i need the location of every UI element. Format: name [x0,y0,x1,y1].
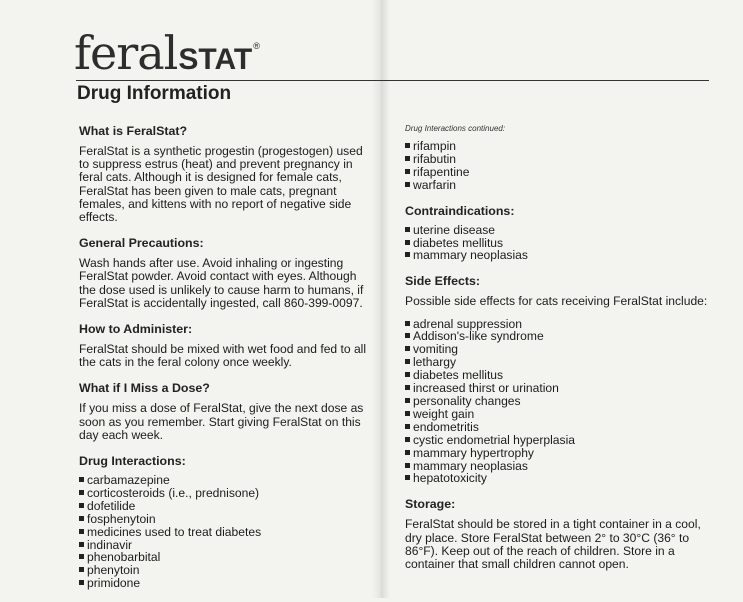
interactions-heading: Drug Interactions: [79,454,186,469]
section-interactions-continued [405,124,715,192]
list-item: dofetilide [79,500,374,513]
list-item: indinavir [79,539,374,552]
section-contraindications [405,204,715,263]
list-item: vomiting [405,343,715,356]
section-precautions [79,236,374,310]
interactions-continued-note: Drug Interactions continued: [405,124,506,133]
list-item: personality changes [405,395,715,408]
list-item: phenytoin [79,564,374,577]
list-item: diabetes mellitus [405,237,715,250]
list-item: phenobarbital [79,551,374,564]
list-item: cystic endometrial hyperplasia [405,434,715,447]
storage-body: FeralStat should be stored in a tight container in a cool, dry place. Store FeralStat between 2° to 30°C (36° to 86°F). Keep out of the reach of children. Store in a container that small children cannot open. [405,517,701,571]
storage-heading: Storage: [405,497,456,512]
administer-body: FeralStat should be mixed with wet food and fed to all the cats in the feral colony once weekly. [79,342,367,370]
feralstat-logo [74,26,260,80]
list-item: weight gain [405,408,715,421]
logo-registered-mark: ® [253,41,260,51]
list-item: carbamazepine [79,474,374,487]
list-item: fosphenytoin [79,513,374,526]
contraindications-heading: Contraindications: [405,203,515,218]
section-drug-interactions [79,454,374,590]
list-item: medicines used to treat diabetes [79,526,374,539]
what-is-heading: What is FeralStat? [79,124,188,138]
list-item: mammary neoplasias [405,460,715,473]
right-column [405,124,715,583]
list-item: diabetes mellitus [405,369,715,382]
logo-word: feral [74,26,178,80]
section-what-is [79,124,374,224]
page-fold [372,0,390,598]
list-item: warfarin [405,179,715,192]
interactions-continued-list [405,140,715,192]
contraindications-list [405,224,715,263]
header-rule [76,80,709,81]
list-item: hepatotoxicity [405,472,715,485]
list-item: mammary neoplasias [405,249,715,262]
interactions-list [79,474,374,590]
list-item: lethargy [405,356,715,369]
section-administer [79,322,374,369]
list-item: Addison's-like syndrome [405,330,715,343]
list-item: rifampin [405,140,715,153]
list-item: mammary hypertrophy [405,447,715,460]
missed-dose-heading: What if I Miss a Dose? [79,381,210,396]
list-item: endometritis [405,421,715,434]
side-effects-intro: Possible side effects for cats receiving FeralStat include: [405,294,708,309]
side-effects-list [405,318,715,486]
list-item: adrenal suppression [405,318,715,331]
missed-dose-body: If you miss a dose of FeralStat, give the next dose as soon as you remember. Start giving FeralStat on this day each week. [79,401,364,442]
precautions-body: Wash hands after use. Avoid inhaling or ingesting FeralStat powder. Avoid contact with eyes. Although the dose used is unlikely to cause harm to humans, if FeralStat is accidentally ingested, call 860-399-0097. [79,256,364,310]
section-missed-dose [79,381,374,442]
logo-stat: STAT [178,43,253,76]
page-title: Drug Information [77,83,232,104]
side-effects-heading: Side Effects: [405,274,481,289]
list-item: primidone [79,577,374,590]
list-item: rifapentine [405,166,715,179]
section-storage [405,497,715,571]
list-item: corticosteroids (i.e., prednisone) [79,487,374,500]
list-item: uterine disease [405,224,715,237]
list-item: increased thirst or urination [405,382,715,395]
left-column [79,124,374,602]
precautions-heading: General Precautions: [79,236,204,251]
what-is-body: FeralStat is a synthetic progestin (progestogen) used to suppress estrus (heat) and prevent pregnancy in feral cats. Although it is designed for female cats, FeralStat has been given to male cats, pregnant females, and kittens with no report of negative side effects. [79,144,363,225]
list-item: rifabutin [405,153,715,166]
administer-heading: How to Administer: [79,322,193,337]
section-side-effects [405,274,715,485]
